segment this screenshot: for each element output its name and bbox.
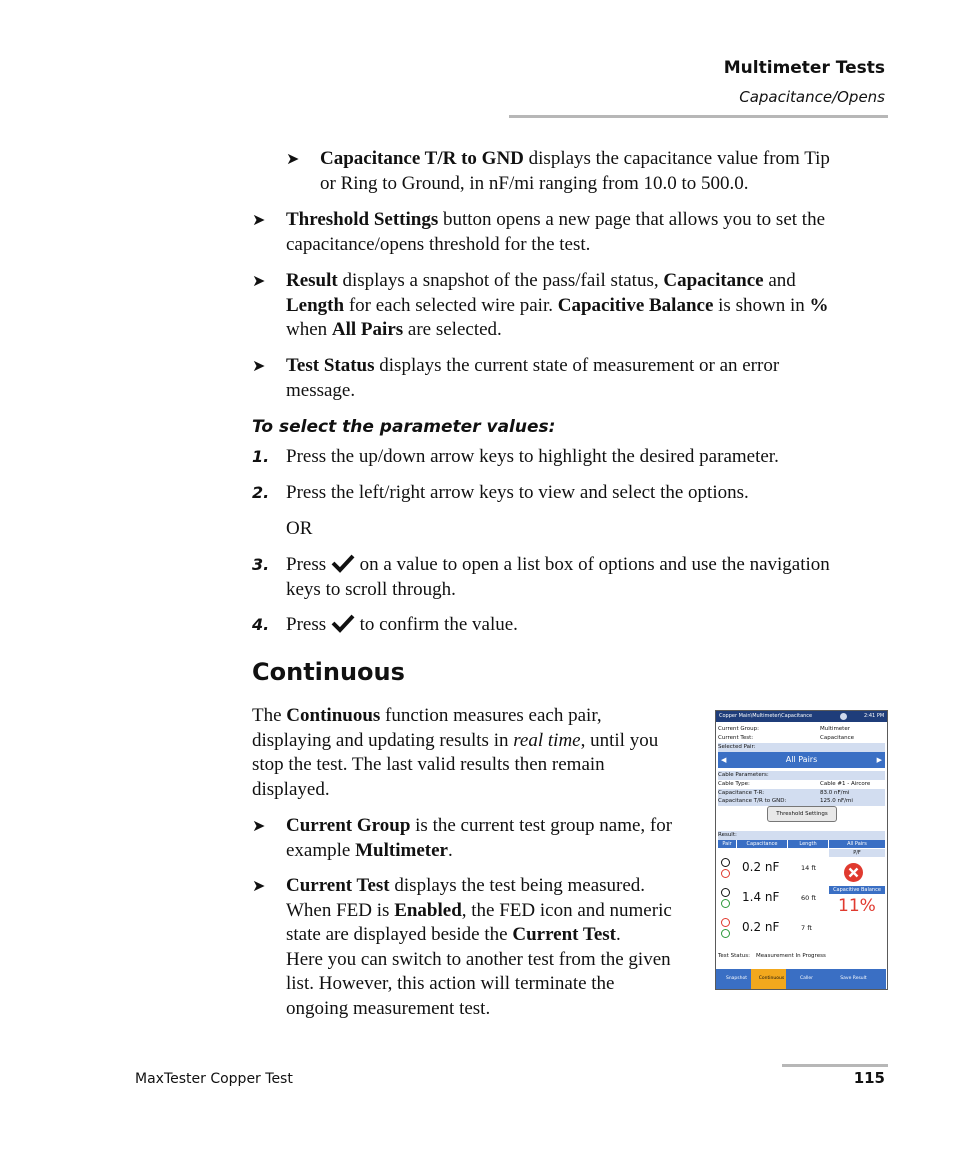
tab-caller[interactable]: Caller <box>786 969 828 989</box>
footer-doc-title: MaxTester Copper Test <box>135 1071 293 1087</box>
device-title-bar: Copper Main\Multimeter\Capacitance 2:41 PM <box>716 711 887 722</box>
fail-icon <box>843 862 864 883</box>
page-number: 115 <box>853 1069 885 1087</box>
threshold-settings-button[interactable]: Threshold Settings <box>767 806 837 822</box>
running-header-title: Multimeter Tests <box>723 58 885 78</box>
device-row-pair-label: Selected Pair: <box>718 743 885 752</box>
pair-tip-icon <box>721 888 730 897</box>
col-pair: Pair <box>718 840 736 848</box>
checkmark-icon <box>331 613 355 633</box>
result-len-1: 14 ft <box>801 864 817 872</box>
device-row-test: Current Test: Capacitance <box>718 735 855 741</box>
col-length: Length <box>788 840 828 848</box>
device-selected-pair[interactable]: ◀ All Pairs ▶ <box>718 752 885 768</box>
tab-continuous[interactable]: Continuous <box>751 969 793 989</box>
device-row-cap-gnd: Capacitance T/R to GND: 125.0 nF/mi <box>718 797 885 806</box>
device-result-label: Result: <box>718 831 885 840</box>
pair-ring-pass-icon <box>721 899 730 908</box>
result-cap-2: 1.4 nF <box>742 890 780 904</box>
tab-save-result[interactable]: Save Result <box>821 969 887 989</box>
bullet-arrow-icon: ➤ <box>252 358 266 375</box>
col-all-pairs: All Pairs <box>829 840 885 848</box>
pair-ring-pass-icon <box>721 929 730 938</box>
bullet-arrow-icon: ➤ <box>252 212 266 229</box>
col-pf: P/F <box>829 849 885 857</box>
device-row-group: Current Group: Multimeter <box>718 726 850 732</box>
section-heading-continuous: Continuous <box>252 658 405 686</box>
device-row-cap-tr: Capacitance T-R: 83.0 nF/mi <box>718 789 885 798</box>
footer-rule <box>782 1064 888 1067</box>
pair-ring-fail-icon <box>721 869 730 878</box>
pair-tip-fail-icon <box>721 918 730 927</box>
bullet-arrow-icon: ➤ <box>252 273 266 290</box>
procedure-heading: To select the parameter values: <box>252 417 556 437</box>
result-cap-1: 0.2 nF <box>742 860 780 874</box>
tab-snapshot[interactable]: Snapshot <box>716 969 758 989</box>
capacitive-balance-label: Capacitive Balance <box>829 886 885 894</box>
device-signal-icon <box>840 713 847 720</box>
device-row-cable-type: Cable Type: Cable #1 - Aircore <box>718 781 871 787</box>
result-len-3: 7 ft <box>801 924 812 932</box>
bullet-arrow-icon: ➤ <box>286 151 300 168</box>
pair-tip-icon <box>721 858 730 867</box>
checkmark-icon <box>331 553 355 573</box>
running-header-subtitle: Capacitance/Opens <box>739 88 885 106</box>
device-row-cable-params: Cable Parameters: <box>718 771 885 780</box>
result-cap-3: 0.2 nF <box>742 920 780 934</box>
capacitive-balance-value: 11% <box>838 896 876 916</box>
step-or: OR <box>286 518 313 539</box>
col-capacitance: Capacitance <box>737 840 787 848</box>
bullet-arrow-icon: ➤ <box>252 878 266 895</box>
header-rule <box>509 115 888 118</box>
device-test-status: Test Status: Measurement In Progress <box>718 953 826 959</box>
device-screenshot <box>715 710 888 990</box>
device-tab-bar <box>716 969 887 989</box>
bullet-arrow-icon: ➤ <box>252 818 266 835</box>
result-len-2: 60 ft <box>801 894 817 902</box>
